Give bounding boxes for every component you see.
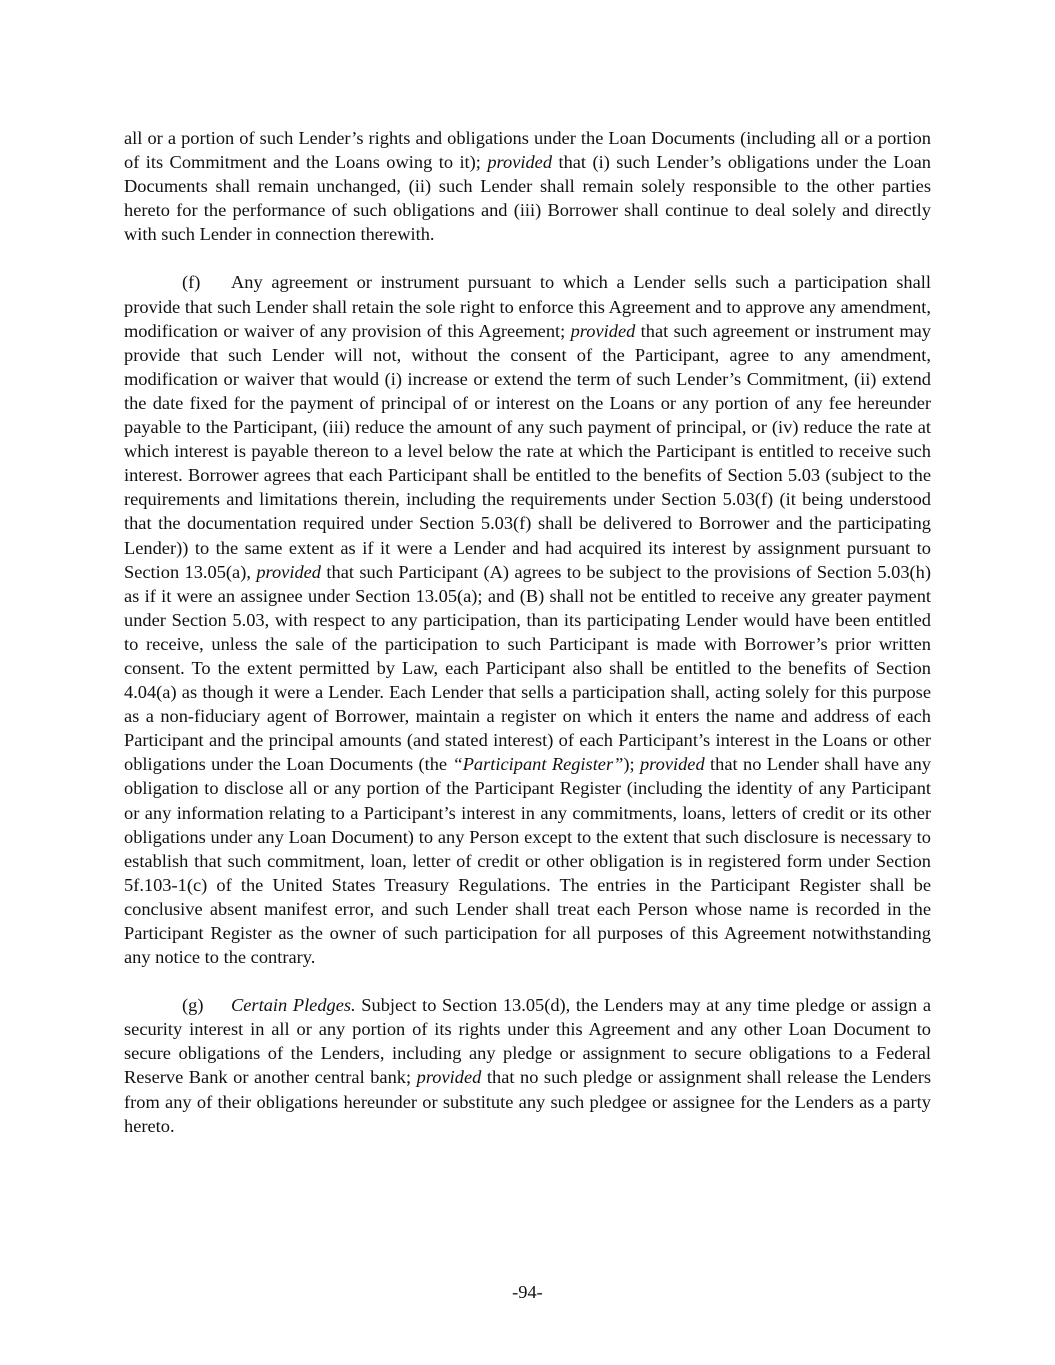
italic-provided: provided xyxy=(416,1067,482,1088)
text-run: Any agreement or instrument pursuant to which a Lender sells such a participation shall provide that such Lender shall retain the sole right to enforce this Agreement and to approve any amendment, modification or waiver of any provision of this Agreement; xyxy=(124,272,931,341)
document-page xyxy=(124,126,931,1138)
text-run: ); xyxy=(623,754,640,775)
paragraph-label-g: (g) xyxy=(182,995,204,1016)
text-run: all or a portion of such Lender’s rights and obligations under the Loan Documents (including all or a portion of its Commitment and the Loans owing to it); xyxy=(124,128,931,173)
section-heading-certain-pledges: Certain Pledges. xyxy=(231,995,356,1016)
paragraph-label-f: (f) xyxy=(182,272,201,293)
text-run: that no Lender shall have any obligation to disclose all or any portion of the Participant Register (including the identity of any Participant or any information relating to a Participant’s interest in any commitments, loans, letters of credit or its other obligations under any Loan Document) to any Person except to the extent that such disclosure is necessary to establish that such commitment, loan, letter of credit or other obligation is in registered form under Section 5f.103-1(c) of the United States Treasury Regulations. The entries in the Participant Register shall be conclusive absent manifest error, and such Lender shall treat each Person whose name is recorded in the Participant Register as the owner of such participation for all purposes of this Agreement notwithstanding any notice to the contrary. xyxy=(124,754,931,968)
italic-provided: provided xyxy=(570,320,636,341)
text-run: that such agreement or instrument may provide that such Lender will not, without the consent of the Participant, agree to any amendment, modification or waiver that would (i) increase or extend the term of such Lender’s Commitment, (ii) extend the date fixed for the payment of principal of or interest on the Loans or any portion of any fee hereunder payable to the Participant, (iii) reduce the amount of any such payment of principal, or (iv) reduce the rate at which interest is payable thereon to a level below the rate at which the Participant is entitled to receive such interest. Borrower agrees that each Participant shall be entitled to the benefits of Section 5.03 (subject to the requirements and limitations therein, including the requirements under Section 5.03(f) (it being understood that the documentation required under Section 5.03(f) shall be delivered to Borrower and the participating Lender)) to the same extent as if it were a Lender and had acquired its interest by assignment pursuant to Section 13.05(a), xyxy=(124,320,931,582)
text-run: that (i) such Lender’s obligations under the Loan Documents shall remain unchanged, (ii) such Lender shall remain solely responsible to the other parties hereto for the performance of such obligations and (iii) Borrower shall continue to deal solely and directly with such Lender in connection therewith. xyxy=(124,152,931,245)
defined-term-participant-register: “Participant Register” xyxy=(452,754,624,775)
paragraph-g xyxy=(124,993,931,1138)
paragraph-continued xyxy=(124,126,931,246)
text-run: that such Participant (A) agrees to be subject to the provisions of Section 5.03(h) as if it were an assignee under Section 13.05(a); and (B) shall not be entitled to receive any greater payment under Section 5.03, with respect to any participation, than its participating Lender would have been entitled to receive, unless the sale of the participation to such Participant is made with Borrower’s prior written consent. To the extent permitted by Law, each Participant also shall be entitled to the benefits of Section 4.04(a) as though it were a Lender. Each Lender that sells a participation shall, acting solely for this purpose as a non-fiduciary agent of Borrower, maintain a register on which it enters the name and address of each Participant and the principal amounts (and stated interest) of each Participant’s interest in the Loans or other obligations under the Loan Documents (the xyxy=(124,561,931,775)
paragraph-f xyxy=(124,270,931,969)
italic-provided: provided xyxy=(639,754,705,775)
italic-provided: provided xyxy=(487,152,553,173)
page-number: -94- xyxy=(512,1282,543,1302)
italic-provided: provided xyxy=(256,561,322,582)
text-run: Subject to Section 13.05(d), the Lenders may at any time pledge or assign a security interest in all or any portion of its rights under this Agreement and any other Loan Document to secure obligations of the Lenders, including any pledge or assignment to secure obligations to a Federal Reserve Bank or another central bank; xyxy=(124,995,931,1088)
text-run: that no such pledge or assignment shall release the Lenders from any of their obligations hereunder or substitute any such pledgee or assignee for the Lenders as a party hereto. xyxy=(124,1067,931,1136)
